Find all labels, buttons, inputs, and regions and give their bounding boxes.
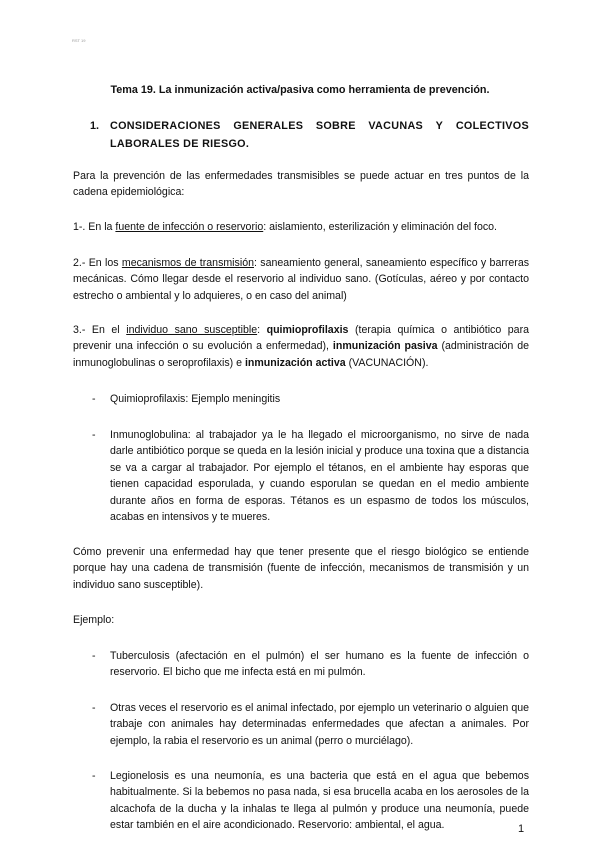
- bullet-dash: -: [92, 650, 96, 662]
- point-3: [73, 322, 529, 371]
- text: 1-. En la: [73, 221, 116, 233]
- document-title: Tema 19. La inmunización activa/pasiva como herramienta de prevención.: [110, 84, 490, 96]
- heading-word: COLECTIVOS: [455, 120, 529, 132]
- bullet-dash: -: [92, 770, 96, 782]
- header-mark: RST 19: [72, 38, 86, 43]
- point-1: [73, 219, 529, 235]
- underlined-term: fuente de infección o reservorio: [115, 221, 264, 233]
- chain-paragraph: Cómo prevenir una enfermedad hay que tener presente que el riesgo biológico se entiende porque hay una cadena de transmisión (fuente de infección, mecanismos de transmisión y un individuo sano susceptible).: [73, 546, 529, 591]
- list-item-text: Legionelosis es una neumonía, es una bacteria que está en el agua que bebemos habitualmente. Si la bebemos no pasa nada, si esa brucella acaba en los aerosoles de la alcachofa de la ducha y la inhalas te llega al pulmón y produce una neumonía, puede estar también en el aire acondicionado. Reservorio: ambiental, el agua.: [110, 770, 529, 832]
- section-heading: [90, 117, 529, 153]
- underlined-term: individuo sano susceptible: [126, 324, 258, 336]
- heading-word: Y: [435, 120, 444, 132]
- list-item-text: Otras veces el reservorio es el animal infectado, por ejemplo un veterinario o alguien que trabaje con animales hay determinadas enfermedades que afectan a animales. Por ejemplo, la rabia el reservorio es un animal (perro o murciélago).: [110, 702, 529, 747]
- text: (administración de inmunoglobulinas o seroprofilaxis) e: [73, 340, 529, 369]
- heading-word: VACUNAS: [368, 120, 424, 132]
- text: : aislamiento, esterilización y eliminación del foco.: [263, 221, 497, 233]
- bold-term: inmunización pasiva: [332, 340, 438, 353]
- example-label: Ejemplo:: [73, 614, 115, 626]
- bullet-dash: -: [92, 393, 96, 405]
- bullet-dash: -: [92, 702, 96, 714]
- heading-word: SOBRE: [315, 120, 356, 132]
- intro-paragraph: Para la prevención de las enfermedades transmisibles se puede actuar en tres puntos de la cadena epidemiológica:: [73, 170, 529, 199]
- bold-term: inmunización activa: [244, 356, 346, 369]
- bullet-dash: -: [92, 429, 96, 441]
- text: :: [257, 324, 267, 336]
- underlined-term: mecanismos de transmisión: [121, 257, 254, 269]
- text: 3.- En el: [73, 324, 127, 336]
- point-2: [73, 255, 529, 304]
- list-item: [92, 391, 529, 407]
- heading-line2: LABORALES DE RIESGO.: [110, 138, 250, 150]
- list-item-text: Quimioprofilaxis: Ejemplo meningitis: [110, 393, 281, 405]
- list-item-text: Tuberculosis (afectación en el pulmón) el ser humano es la fuente de infección o reservorio. El bicho que me infecta está en mi pulmón.: [110, 650, 529, 679]
- section-number: 1.: [90, 120, 100, 132]
- list-item: [92, 648, 529, 681]
- list-item-text: Inmunoglobulina: al trabajador ya le ha llegado el microorganismo, no sirve de nada darle antibiótico porque se queda en la lesión inicial y produce una toxina que a distancia se va a cargar al trabajador. Por ejemplo el tétanos, en el ambiente hay esporas que tienen capacidad esporulada, y cuando esporulan se quedan en el medio ambiente durante años en forma de esporas. Tétanos es un espasmo de todos los músculos, acabas en intensivos y te mueres.: [110, 429, 529, 524]
- list-item: [92, 768, 529, 834]
- heading-word: CONSIDERACIONES: [110, 120, 221, 132]
- text: : saneamiento general, saneamiento específico y barreras mecánicas. Cómo llegar desde el reservorio al individuo sano. (Gotículas, aéreo y por contacto estrecho o ambiental y lo adquieres, o en caso del animal): [73, 257, 530, 302]
- list-item: [92, 427, 529, 525]
- heading-word: GENERALES: [233, 120, 304, 132]
- text: 2.- En los: [73, 257, 122, 269]
- text: (terapia química o antibiótico para prevenir una infección o su evolución a enfermedad),: [73, 324, 529, 353]
- bold-term: quimioprofilaxis: [266, 324, 349, 336]
- text: (VACUNACIÓN).: [345, 356, 429, 369]
- list-item: [92, 700, 529, 749]
- page-number: 1: [518, 823, 525, 835]
